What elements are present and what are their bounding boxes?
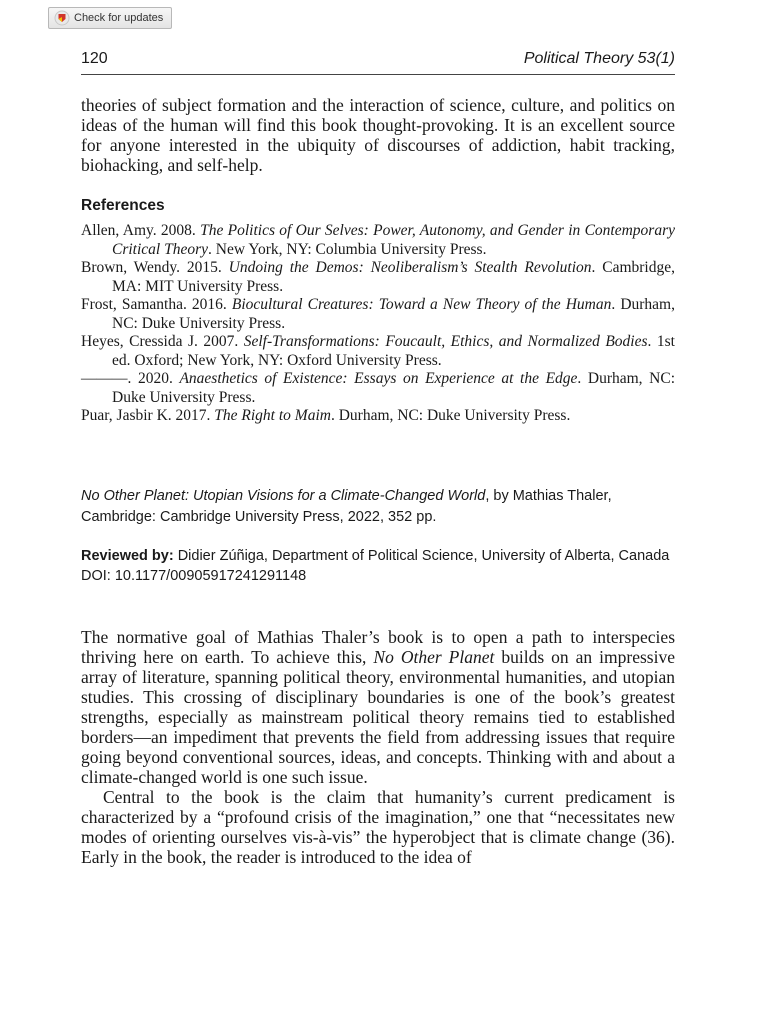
- reference-lead: Allen, Amy. 2008.: [81, 222, 201, 239]
- reviewer-block: [81, 546, 675, 586]
- reference-title: Self-Transformations: Foucault, Ethics, and Normalized Bodies: [243, 333, 648, 350]
- reference-tail: . Cambridge, MA: MIT University Press.: [112, 259, 675, 295]
- body-text: builds on an impressive array of literature, spanning political theory, environmental humanities, and utopian studies. This crossing of disciplinary boundaries is one of the book’s greatest strengths, especially as mainstream political theory remains tied to established borders—an impediment that prevents the field from addressing issues that require going beyond conventional sources, ideas, and concepts. Thinking with and about a climate-changed world is one such issue.: [81, 647, 675, 787]
- crossmark-icon: [54, 10, 70, 26]
- reviewed-by-label: Reviewed by:: [81, 548, 174, 564]
- running-head: [81, 50, 675, 75]
- reference-title: The Right to Maim: [214, 407, 331, 424]
- reference-lead: Puar, Jasbir K. 2017.: [81, 407, 215, 424]
- reference-title: Undoing the Demos: Neoliberalism’s Stealth Revolution: [228, 259, 592, 276]
- reference-item: [81, 222, 675, 259]
- reference-title: Anaesthetics of Existence: Essays on Experience at the Edge: [179, 370, 578, 387]
- reference-tail: . 1st ed. Oxford; New York, NY: Oxford University Press.: [112, 333, 675, 369]
- book-details: , by Mathias Thaler, Cambridge: Cambridge University Press, 2022, 352 pp.: [81, 488, 612, 525]
- reference-tail: . Durham, NC: Duke University Press.: [112, 296, 675, 332]
- check-for-updates-button[interactable]: [48, 7, 172, 29]
- check-for-updates-label: Check for updates: [74, 12, 164, 24]
- body-paragraph-1: [81, 627, 675, 787]
- reference-tail: . Durham, NC: Duke University Press.: [112, 370, 675, 406]
- reviewer-affiliation: Didier Zúñiga, Department of Political Science, University of Alberta, Canada: [173, 548, 670, 564]
- book-title: No Other Planet: Utopian Visions for a Climate-Changed World: [81, 488, 486, 504]
- body-paragraph-2: Central to the book is the claim that humanity’s current predicament is characterized by a “profound crisis of the imagination,” one that “necessitates new modes of orienting ourselves vis-à-vis” the hyperobject that is climate change (36). Early in the book, the reader is introduced to the idea of: [81, 787, 675, 867]
- reference-lead: ———. 2020.: [81, 370, 180, 387]
- reference-item: [81, 407, 675, 426]
- reference-tail: . New York, NY: Columbia University Press.: [208, 240, 487, 258]
- references-list: [81, 222, 675, 426]
- body-italic-title: No Other Planet: [373, 647, 495, 667]
- body-text: The normative goal of Mathias Thaler’s book is to open a path to interspecies thriving here on earth. To achieve this,: [81, 627, 675, 667]
- reference-title: Biocultural Creatures: Toward a New Theory of the Human: [231, 296, 612, 313]
- reviewed-book-citation: [81, 486, 675, 528]
- intro-paragraph-block: [81, 95, 675, 175]
- reference-lead: Heyes, Cressida J. 2007.: [81, 333, 244, 350]
- reviewer-line: [81, 546, 675, 566]
- review-body: [81, 627, 675, 867]
- doi-link[interactable]: DOI: 10.1177/00905917241291148: [81, 568, 307, 584]
- reference-tail: . Durham, NC: Duke University Press.: [330, 407, 571, 424]
- page-number: 120: [81, 50, 108, 67]
- reference-lead: Frost, Samantha. 2016.: [81, 296, 232, 313]
- reference-item: [81, 370, 675, 407]
- intro-paragraph: theories of subject formation and the interaction of science, culture, and politics on ideas of the human will find this book thought-provoking. It is an excellent source for anyone interested in the ubiquity of discourses of addiction, habit tracking, biohacking, and self-help.: [81, 95, 675, 175]
- reference-item: [81, 259, 675, 296]
- reference-title: The Politics of Our Selves: Power, Autonomy, and Gender in Contemporary Critical Theory: [112, 222, 675, 258]
- reference-item: [81, 296, 675, 333]
- reference-lead: Brown, Wendy. 2015.: [81, 259, 229, 276]
- reference-item: [81, 333, 675, 370]
- references-heading: References: [81, 197, 165, 214]
- journal-citation: Political Theory 53(1): [523, 50, 675, 67]
